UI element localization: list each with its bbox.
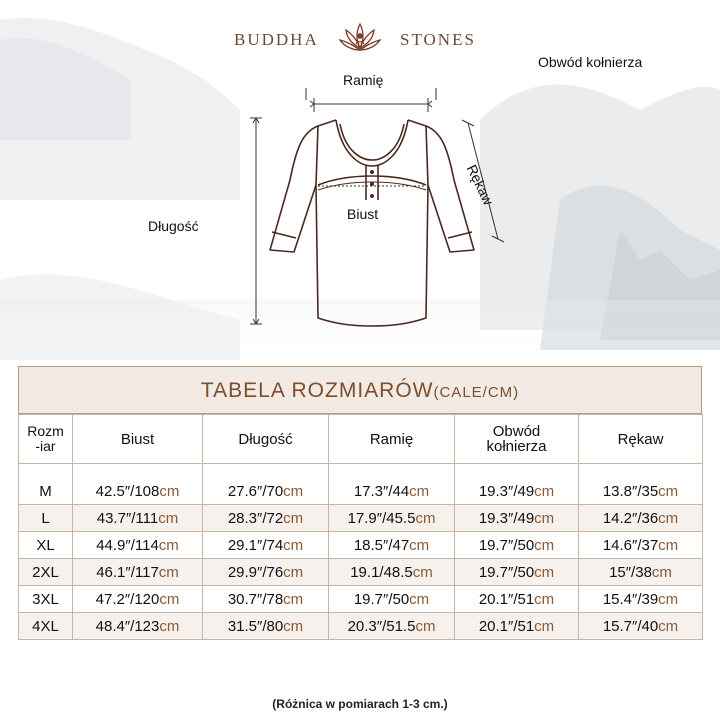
measurement-cell [203, 464, 329, 505]
table-row [19, 532, 703, 559]
unit-cm: cm [415, 509, 436, 527]
cell-value: 19.7″/50 [478, 536, 535, 554]
unit-cm: cm [658, 590, 679, 608]
cell-value: 15.4″/39 [602, 590, 659, 608]
cell-value: 47.2″/120 [95, 590, 160, 608]
measurement-cell [73, 505, 203, 532]
shirt-diagram [230, 80, 510, 340]
measurement-cell [73, 613, 203, 640]
measurement-cell [329, 464, 455, 505]
cell-value: 14.2″/36 [602, 509, 659, 527]
cell-value: 18.5″/47 [353, 536, 410, 554]
header-collar: Obwód kołnierza [455, 415, 579, 464]
measurement-cell [579, 586, 703, 613]
cell-value: 29.9″/76 [227, 563, 284, 581]
unit-cm: cm [534, 617, 555, 635]
cell-value: 29.1″/74 [227, 536, 284, 554]
measurement-cell [329, 532, 455, 559]
unit-cm: cm [409, 590, 430, 608]
measurement-cell [579, 613, 703, 640]
measurement-cell [203, 559, 329, 586]
header-bust: Biust [73, 415, 203, 464]
measurement-cell [455, 532, 579, 559]
unit-cm: cm [283, 509, 304, 527]
cell-value: 20.1″/51 [478, 590, 535, 608]
table-row [19, 613, 703, 640]
cell-value: M [39, 483, 52, 500]
cell-value: 2XL [32, 563, 59, 581]
unit-cm: cm [158, 536, 179, 554]
cell-value: 14.6″/37 [602, 536, 659, 554]
measurement-cell [73, 559, 203, 586]
unit-cm: cm [534, 509, 555, 527]
measurement-cell [579, 559, 703, 586]
size-chart-title [18, 366, 702, 414]
size-cell [19, 613, 73, 640]
size-cell [19, 559, 73, 586]
cell-value: XL [36, 536, 55, 554]
size-cell [19, 586, 73, 613]
cell-value: 15.7″/40 [602, 617, 659, 635]
header-sleeve: Rękaw [579, 415, 703, 464]
unit-cm: cm [412, 563, 433, 581]
cell-value: 4XL [32, 617, 59, 635]
size-chart [18, 366, 702, 676]
measurement-cell [73, 532, 203, 559]
unit-cm: cm [283, 536, 304, 554]
measurement-cell [203, 505, 329, 532]
cell-value: 19.3″/49 [478, 483, 535, 500]
unit-cm: cm [651, 563, 672, 581]
bust-label: Biust [347, 206, 379, 222]
brand-text-left: BUDDHA [234, 30, 319, 49]
measurement-cell [455, 559, 579, 586]
unit-cm: cm [409, 536, 430, 554]
size-cell [19, 505, 73, 532]
measurement-cell [579, 505, 703, 532]
cell-value: 27.6″/70 [227, 483, 284, 500]
unit-cm: cm [658, 617, 679, 635]
unit-cm: cm [159, 617, 180, 635]
measurement-cell [579, 532, 703, 559]
unit-cm: cm [658, 536, 679, 554]
cell-value: 28.3″/72 [227, 509, 284, 527]
length-label: Długość [148, 218, 199, 234]
size-table [18, 414, 703, 640]
shoulder-label: Ramię [343, 72, 384, 88]
cell-value: 20.1″/51 [478, 617, 535, 635]
cell-value: 3XL [32, 590, 59, 608]
table-row [19, 464, 703, 505]
unit-cm: cm [409, 483, 430, 500]
cell-value: 19.7″/50 [353, 590, 410, 608]
header-size: Rozm-iar [19, 415, 73, 464]
size-cell [19, 464, 73, 505]
measurement-cell [329, 613, 455, 640]
unit-cm: cm [534, 483, 555, 500]
cell-value: 17.9″/45.5 [347, 509, 416, 527]
measurement-cell [455, 505, 579, 532]
header-length: Długość [203, 415, 329, 464]
unit-cm: cm [158, 563, 179, 581]
sleeve-label: Rękaw [463, 162, 497, 208]
size-cell [19, 532, 73, 559]
cell-value: 19.1/48.5 [350, 563, 413, 581]
cell-value: 44.9″/114 [96, 536, 159, 554]
unit-cm: cm [158, 509, 179, 527]
cell-value: 17.3″/44 [353, 483, 410, 500]
cell-value: 46.1″/117 [96, 563, 159, 581]
cell-value: 20.3″/51.5 [347, 617, 416, 635]
measurement-cell [329, 586, 455, 613]
cell-value: L [41, 509, 50, 527]
unit-cm: cm [658, 509, 679, 527]
cell-value: 42.5″/108 [95, 483, 160, 500]
unit-cm: cm [283, 563, 304, 581]
measurement-cell [73, 464, 203, 505]
measurement-cell [73, 586, 203, 613]
measurement-cell [329, 505, 455, 532]
measurement-cell [455, 613, 579, 640]
table-row [19, 505, 703, 532]
cell-value: 19.3″/49 [478, 509, 535, 527]
brand-text-right: STONES [400, 30, 476, 49]
unit-cm: cm [534, 536, 555, 554]
unit-cm: cm [159, 483, 180, 500]
unit-cm: cm [658, 483, 679, 500]
measurement-cell [203, 613, 329, 640]
cell-value: 15″/38 [609, 563, 652, 581]
cell-value: 13.8″/35 [602, 483, 659, 500]
collar-label: Obwód kołnierza [538, 54, 643, 70]
size-chart-title-text: TABELA ROZMIARÓW [200, 379, 434, 402]
cell-value: 31.5″/80 [227, 617, 284, 635]
cell-value: 48.4″/123 [95, 617, 160, 635]
unit-cm: cm [283, 617, 304, 635]
unit-cm: cm [283, 483, 304, 500]
unit-cm: cm [534, 590, 555, 608]
cell-value: 30.7″/78 [227, 590, 284, 608]
table-header-row [19, 415, 703, 464]
measurement-cell [455, 586, 579, 613]
measurement-cell [455, 464, 579, 505]
measurement-cell [579, 464, 703, 505]
table-row [19, 586, 703, 613]
size-chart-title-unit: (CALE/CM) [433, 384, 520, 401]
measurement-cell [203, 586, 329, 613]
header-shoulder: Ramię [329, 415, 455, 464]
lotus-buddha-icon [338, 20, 382, 60]
unit-cm: cm [283, 590, 304, 608]
measurement-note: (Różnica w pomiarach 1-3 cm.) [272, 697, 448, 711]
measurement-cell [329, 559, 455, 586]
measurement-cell [203, 532, 329, 559]
unit-cm: cm [534, 563, 555, 581]
table-row [19, 559, 703, 586]
cell-value: 19.7″/50 [478, 563, 535, 581]
unit-cm: cm [415, 617, 436, 635]
cell-value: 43.7″/111 [96, 509, 159, 527]
unit-cm: cm [159, 590, 180, 608]
